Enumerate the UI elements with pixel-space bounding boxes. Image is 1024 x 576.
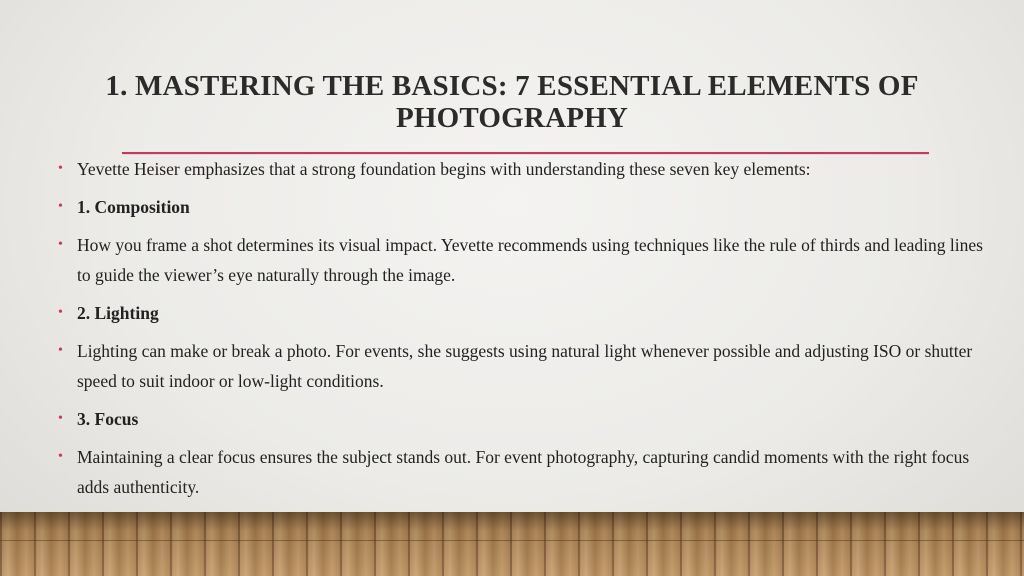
bullet-dot-icon: • <box>58 449 63 464</box>
bullet-item <box>56 404 986 434</box>
bullet-item <box>56 336 986 396</box>
floor-seam <box>0 540 1024 541</box>
bullet-dot-icon: • <box>58 305 63 320</box>
bullet-heading: 1. Composition <box>77 197 190 217</box>
bullet-list <box>56 154 986 510</box>
slide-title: 1. MASTERING THE BASICS: 7 ESSENTIAL ELEMENTS OF PHOTOGRAPHY <box>105 70 919 134</box>
bullet-dot-icon: • <box>58 343 63 358</box>
bullet-dot-icon: • <box>58 411 63 426</box>
bullet-item <box>56 192 986 222</box>
bullet-item <box>56 230 986 290</box>
bullet-item <box>56 154 986 184</box>
bullet-dot-icon: • <box>58 161 63 176</box>
bullet-item <box>56 442 986 502</box>
bullet-text: How you frame a shot determines its visual impact. Yevette recommends using techniques like the rule of thirds and leading lines to guide the viewer’s eye naturally through the image. <box>77 235 983 285</box>
bullet-text: Maintaining a clear focus ensures the subject stands out. For event photography, capturing candid moments with the right focus adds authenticity. <box>77 447 970 497</box>
floor-shadow <box>0 512 1024 576</box>
bullet-heading: 3. Focus <box>77 409 139 429</box>
bullet-heading: 2. Lighting <box>77 303 159 323</box>
bullet-text: Yevette Heiser emphasizes that a strong foundation begins with understanding these seven key elements: <box>77 159 811 179</box>
bullet-item <box>56 298 986 328</box>
bullet-dot-icon: • <box>58 237 63 252</box>
bullet-text: Lighting can make or break a photo. For events, she suggests using natural light whenever possible and adjusting ISO or shutter speed to suit indoor or low-light conditions. <box>77 341 973 391</box>
bullet-dot-icon: • <box>58 199 63 214</box>
